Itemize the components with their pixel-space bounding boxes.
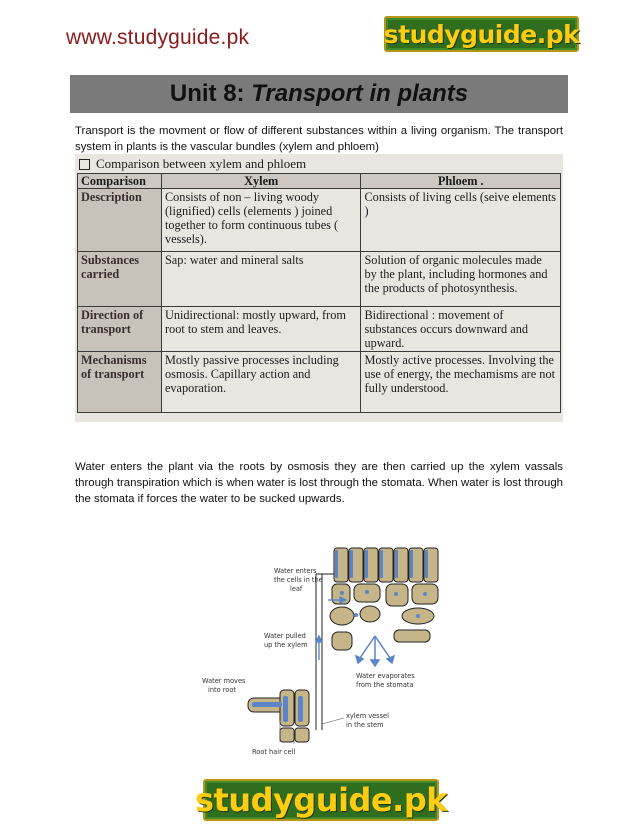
table-row (78, 252, 561, 307)
logo-text: studyguide.pk (195, 781, 447, 819)
comparison-heading-text: Comparison between xylem and phloem (96, 156, 307, 171)
label-root-hair: Root hair cell (252, 748, 296, 756)
phloem-cell: Solution of organic molecules made by the plant, including hormones and the products of photosynthesis. (361, 252, 561, 307)
site-url[interactable]: www.studyguide.pk (66, 26, 250, 49)
unit-title-plain: Unit 8: (169, 80, 252, 107)
phloem-cell: Consists of living cells (seive elements ) (361, 189, 561, 252)
label-leaf-1: Water enters (274, 567, 317, 575)
label-leaf-2: the cells in the (274, 576, 323, 584)
label-root-2: into root (208, 686, 236, 694)
studyguide-logo-bottom[interactable] (195, 779, 447, 821)
phloem-cell: Mostly active processes. Involving the use of energy, the mechamisms are not fully understood. (361, 352, 561, 413)
label-pull-1: Water pulled (264, 632, 306, 640)
column-header: Xylem (161, 174, 361, 189)
water-transport-diagram (182, 540, 450, 762)
phloem-cell: Bidirectional : movement of substances occurs downward and upward. (361, 307, 561, 352)
table-row (78, 352, 561, 413)
xylem-cell: Unidirectional: mostly upward, from root to stem and leaves. (161, 307, 361, 352)
table-row (78, 189, 561, 252)
evaporation-arrows (356, 636, 394, 666)
logo-text: studyguide.pk (383, 19, 580, 49)
unit-title (170, 80, 468, 108)
studyguide-logo-top[interactable] (384, 16, 579, 52)
xylem-cell: Consists of non – living woody (lignified) cells (elements ) joined together to form continuous tubes ( vessels). (161, 189, 361, 252)
comparison-table (77, 173, 561, 413)
intro-paragraph: Transport is the movment or flow of different substances within a living organism. The transport system in plants is the vascular bundles (xylem and phloem) (75, 125, 563, 153)
row-label: Mechanisms of transport (78, 352, 162, 413)
label-xylem-1: xylem vessel (346, 712, 389, 720)
checkbox-bullet-icon (79, 159, 90, 170)
table-row (78, 307, 561, 352)
label-pull-2: up the xylem (264, 641, 308, 649)
unit-title-italic: Transport in plants (251, 80, 469, 107)
column-header: Phloem . (361, 174, 561, 189)
row-label: Description (78, 189, 162, 252)
unit-title-banner (70, 75, 568, 113)
column-header: Comparison (78, 174, 162, 189)
comparison-heading (79, 156, 306, 172)
xylem-cell: Sap: water and mineral salts (161, 252, 361, 307)
label-evap-1: Water evaporates (356, 672, 415, 680)
leaf-cells (330, 548, 438, 650)
upward-arrows (316, 597, 346, 660)
label-leaf-3: leaf (290, 585, 303, 593)
water-transport-paragraph: Water enters the plant via the roots by osmosis they are then carried up the xylem vassals through transpiration which is when water is lost through the stomata. When water is lost through the stomata if forces the water to be sucked upwards. (75, 461, 563, 505)
label-xylem-2: in the stem (346, 721, 384, 729)
xylem-cell: Mostly passive processes including osmosis. Capillary action and evaporation. (161, 352, 361, 413)
row-label: Direction of transport (78, 307, 162, 352)
label-evap-2: from the stomata (356, 681, 414, 689)
label-root-1: Water moves (202, 677, 246, 685)
scanned-comparison-table (75, 154, 563, 422)
table-header-row (78, 174, 561, 189)
row-label: Substances carried (78, 252, 162, 307)
